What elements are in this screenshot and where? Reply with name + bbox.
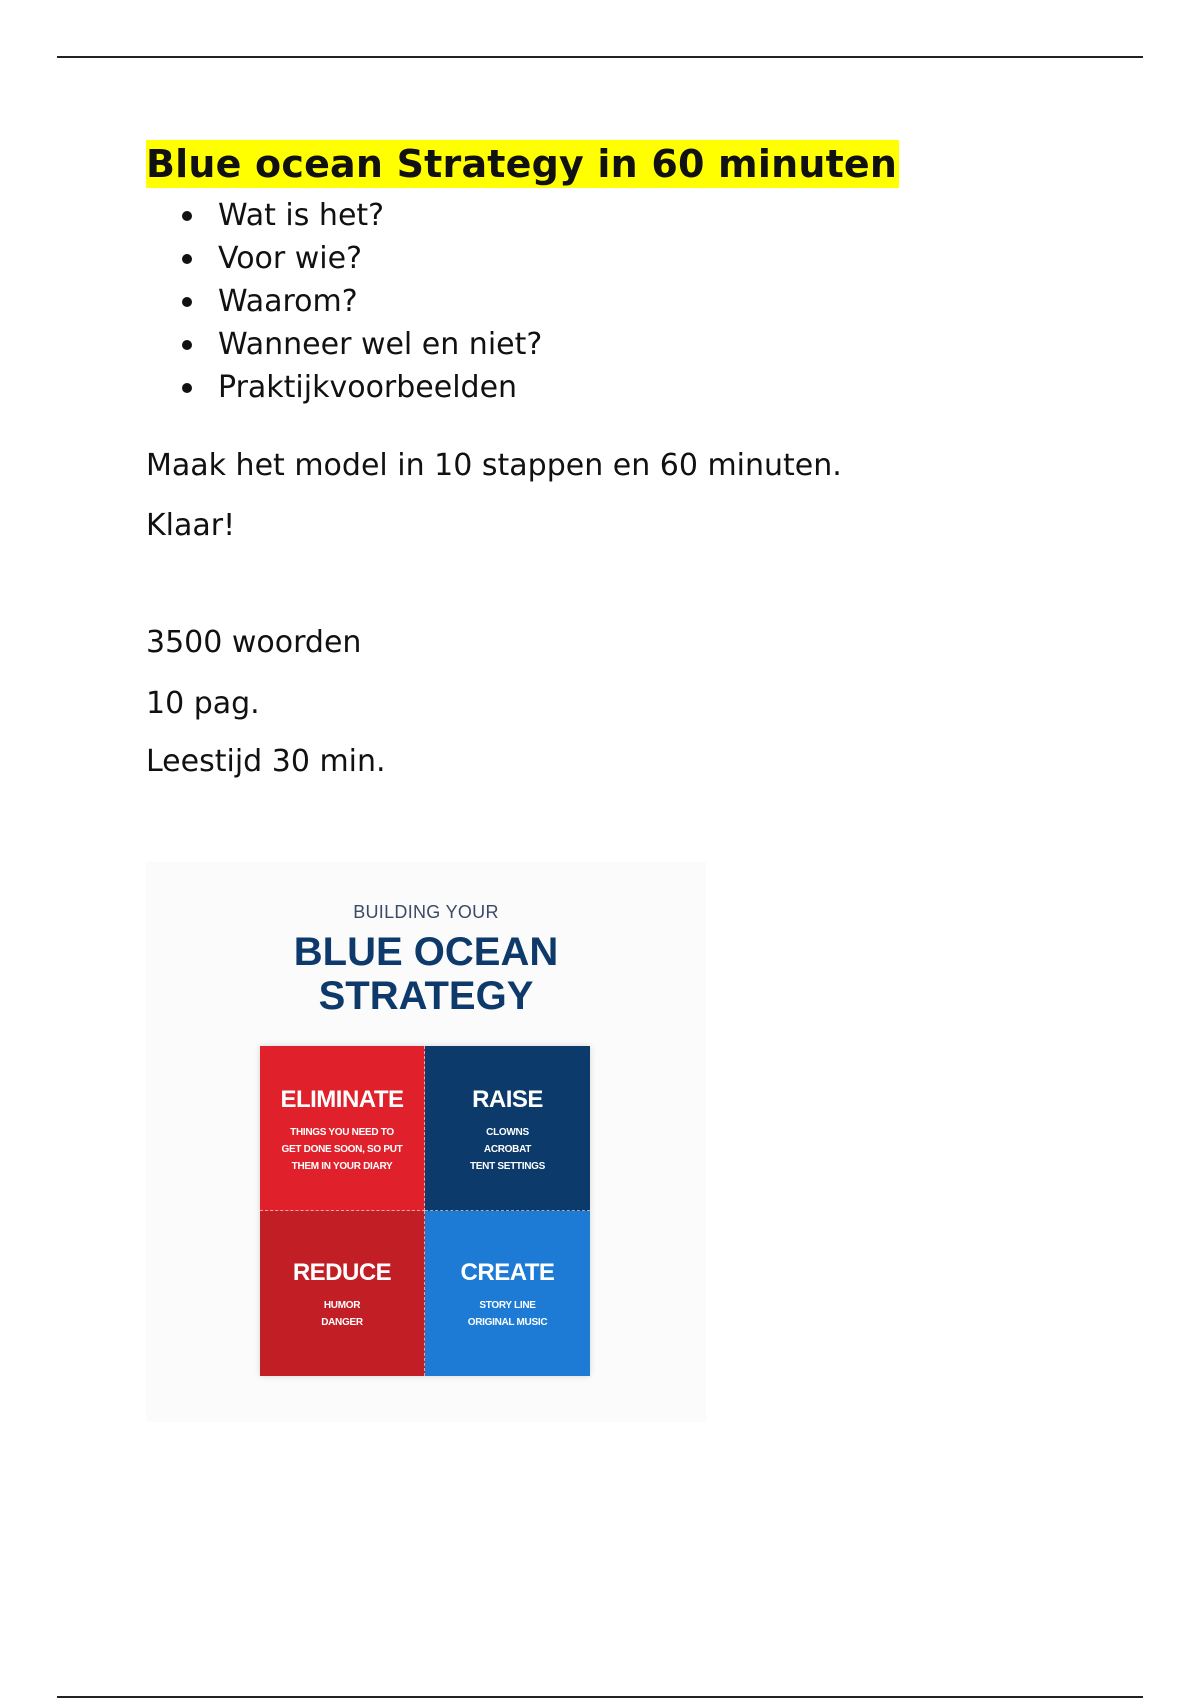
bullet-icon (182, 211, 192, 221)
quadrant-title: CREATE (460, 1259, 555, 1286)
quadrant-reduce (260, 1211, 425, 1376)
reading-time: Leestijd 30 min. (146, 744, 386, 779)
quadrant-description (425, 1297, 590, 1331)
word-count: 3500 woorden (146, 625, 362, 660)
list-item (146, 237, 1106, 280)
list-item-text: Voor wie? (218, 241, 363, 276)
list-item-text: Wat is het? (218, 198, 385, 233)
done-paragraph: Klaar! (146, 508, 236, 543)
quadrant-eliminate (260, 1046, 425, 1211)
intro-paragraph: Maak het model in 10 stappen en 60 minuten. (146, 448, 842, 483)
bullet-icon (182, 383, 192, 393)
quadrant-raise (425, 1046, 590, 1211)
quadrant-description (260, 1297, 424, 1331)
quadrant-line: HUMOR (323, 1300, 361, 1311)
errc-grid (260, 1046, 590, 1376)
list-item-text: Praktijkvoorbeelden (218, 370, 518, 405)
figure-title-line2: STRATEGY (318, 974, 534, 1018)
document-title: Blue ocean Strategy in 60 minuten (146, 142, 898, 186)
list-item (146, 280, 1106, 323)
blue-ocean-strategy-image (146, 862, 706, 1422)
quadrant-description (260, 1124, 424, 1175)
list-item-text: Waarom? (218, 284, 358, 319)
quadrant-line: THINGS YOU NEED TO (290, 1127, 394, 1138)
quadrant-line: GET DONE SOON, SO PUT (281, 1144, 403, 1155)
figure-subtitle: BUILDING YOUR (353, 902, 499, 922)
bullet-icon (182, 297, 192, 307)
quadrant-line: ORIGINAL MUSIC (467, 1317, 548, 1328)
quadrant-line: CLOWNS (486, 1127, 529, 1138)
quadrant-title: ELIMINATE (280, 1086, 404, 1113)
quadrant-title: RAISE (472, 1086, 543, 1113)
list-item-text: Wanneer wel en niet? (218, 327, 543, 362)
footer-rule (57, 1696, 1143, 1698)
list-item (146, 194, 1106, 237)
figure-title (146, 930, 706, 1018)
list-item (146, 366, 1106, 409)
quadrant-description (425, 1124, 590, 1175)
quadrant-line: DANGER (321, 1317, 363, 1328)
quadrant-title: REDUCE (292, 1259, 392, 1286)
header-rule (57, 56, 1143, 58)
document-body (146, 140, 1106, 409)
quadrant-line: STORY LINE (479, 1300, 536, 1311)
figure-title-line1: BLUE OCEAN (293, 930, 559, 974)
quadrant-line: ACROBAT (483, 1144, 532, 1155)
page-count: 10 pag. (146, 686, 260, 721)
bullet-icon (182, 340, 192, 350)
quadrant-create (425, 1211, 590, 1376)
quadrant-line: TENT SETTINGS (470, 1161, 545, 1172)
bullet-icon (182, 254, 192, 264)
list-item (146, 323, 1106, 366)
topic-list (146, 194, 1106, 409)
quadrant-line: THEM IN YOUR DIARY (291, 1161, 393, 1172)
